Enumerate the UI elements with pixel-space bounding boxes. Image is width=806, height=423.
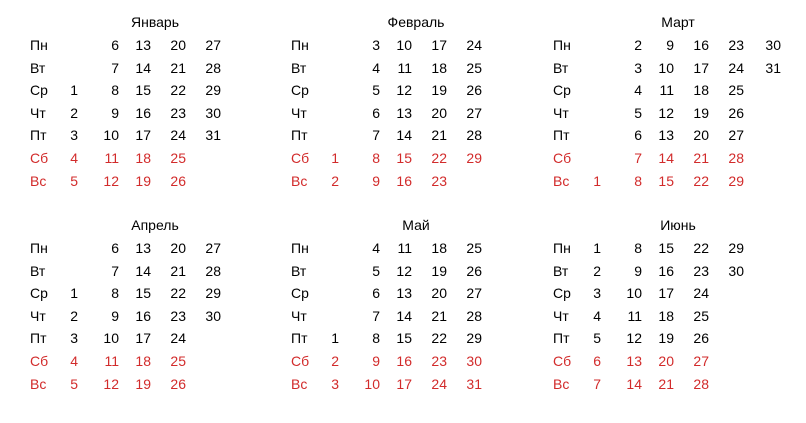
day-cell: 1 <box>331 149 339 166</box>
day-cell: 16 <box>693 37 709 53</box>
weekday-label: Ср <box>291 82 309 99</box>
day-cell: 6 <box>372 285 380 302</box>
day-cell: 5 <box>634 104 642 121</box>
day-cell: 20 <box>170 240 186 256</box>
day-cell: 18 <box>135 352 151 369</box>
month-title: Январь <box>131 14 179 30</box>
day-cell: 22 <box>693 240 709 256</box>
day-cell: 9 <box>111 307 119 324</box>
day-cell: 27 <box>205 240 221 256</box>
day-cell: 19 <box>135 375 151 392</box>
day-cell: 20 <box>431 104 447 121</box>
day-cell: 1 <box>593 172 601 189</box>
day-cell: 14 <box>626 375 642 392</box>
day-cell: 29 <box>466 330 482 347</box>
day-cell: 28 <box>466 307 482 324</box>
month-title: Март <box>661 14 695 30</box>
day-cell: 7 <box>111 59 119 76</box>
day-cell: 28 <box>728 149 744 166</box>
day-cell: 21 <box>431 307 447 324</box>
day-cell: 2 <box>593 262 601 279</box>
weekday-label: Ср <box>553 82 571 99</box>
day-cell: 10 <box>364 375 380 392</box>
day-cell: 15 <box>135 285 151 302</box>
day-cell: 14 <box>135 59 151 76</box>
weekday-label: Чт <box>30 104 46 121</box>
day-cell: 25 <box>466 240 482 256</box>
day-cell: 15 <box>396 149 412 166</box>
day-cell: 23 <box>170 307 186 324</box>
day-cell: 5 <box>70 375 78 392</box>
weekday-label: Вс <box>553 172 570 189</box>
day-cell: 5 <box>593 330 601 347</box>
weekday-label: Сб <box>553 149 572 166</box>
day-cell: 1 <box>593 240 601 256</box>
day-cell: 15 <box>396 330 412 347</box>
day-cell: 23 <box>693 262 709 279</box>
day-cell: 19 <box>658 330 674 347</box>
day-cell: 23 <box>431 172 447 189</box>
day-cell: 25 <box>466 59 482 76</box>
weekday-label: Пн <box>553 37 571 53</box>
day-cell: 25 <box>693 307 709 324</box>
day-cell: 7 <box>372 127 380 144</box>
month-title: Февраль <box>387 14 445 30</box>
day-cell: 7 <box>372 307 380 324</box>
day-cell: 18 <box>431 59 447 76</box>
day-cell: 4 <box>372 240 380 256</box>
day-cell: 13 <box>658 127 674 144</box>
weekday-label: Вт <box>30 262 46 279</box>
day-cell: 12 <box>103 172 119 189</box>
day-cell: 18 <box>693 82 709 99</box>
day-cell: 9 <box>666 37 674 53</box>
weekday-label: Сб <box>30 352 49 369</box>
weekday-label: Чт <box>553 307 569 324</box>
weekday-label: Вт <box>553 262 569 279</box>
day-cell: 24 <box>728 59 744 76</box>
day-cell: 19 <box>135 172 151 189</box>
day-cell: 2 <box>331 172 339 189</box>
weekday-label: Пн <box>30 37 48 53</box>
weekday-label: Чт <box>30 307 46 324</box>
weekday-label: Ср <box>553 285 571 302</box>
day-cell: 16 <box>396 352 412 369</box>
weekday-label: Вт <box>291 59 307 76</box>
day-cell: 30 <box>205 104 221 121</box>
day-cell: 12 <box>658 104 674 121</box>
day-cell: 20 <box>693 127 709 144</box>
day-cell: 11 <box>104 352 119 369</box>
day-cell: 25 <box>170 149 186 166</box>
day-cell: 18 <box>135 149 151 166</box>
day-cell: 16 <box>658 262 674 279</box>
day-cell: 7 <box>593 375 601 392</box>
day-cell: 13 <box>135 240 151 256</box>
day-cell: 10 <box>103 127 119 144</box>
day-cell: 23 <box>728 37 744 53</box>
weekday-label: Пт <box>30 127 47 144</box>
day-cell: 4 <box>70 352 78 369</box>
day-cell: 29 <box>728 240 744 256</box>
day-cell: 2 <box>70 307 78 324</box>
day-cell: 4 <box>70 149 78 166</box>
day-cell: 3 <box>70 127 78 144</box>
day-cell: 12 <box>396 82 412 99</box>
weekday-label: Вс <box>291 375 308 392</box>
day-cell: 31 <box>466 375 482 392</box>
day-cell: 5 <box>70 172 78 189</box>
month-title: Июнь <box>660 217 696 233</box>
day-cell: 24 <box>466 37 482 53</box>
day-cell: 31 <box>765 59 781 76</box>
day-cell: 19 <box>431 262 447 279</box>
day-cell: 30 <box>728 262 744 279</box>
day-cell: 9 <box>372 172 380 189</box>
day-cell: 13 <box>396 285 412 302</box>
day-cell: 22 <box>170 285 186 302</box>
day-cell: 17 <box>396 375 412 392</box>
day-cell: 6 <box>111 240 119 256</box>
day-cell: 18 <box>431 240 447 256</box>
day-cell: 14 <box>658 149 674 166</box>
weekday-label: Чт <box>553 104 569 121</box>
weekday-label: Пт <box>553 330 570 347</box>
day-cell: 15 <box>658 172 674 189</box>
day-cell: 24 <box>170 127 186 144</box>
day-cell: 21 <box>170 59 186 76</box>
day-cell: 1 <box>70 285 78 302</box>
weekday-label: Пт <box>30 330 47 347</box>
day-cell: 28 <box>205 262 221 279</box>
day-cell: 5 <box>372 82 380 99</box>
day-cell: 11 <box>397 59 412 76</box>
day-cell: 22 <box>693 172 709 189</box>
day-cell: 23 <box>170 104 186 121</box>
day-cell: 22 <box>431 149 447 166</box>
day-cell: 8 <box>372 330 380 347</box>
day-cell: 14 <box>135 262 151 279</box>
day-cell: 21 <box>693 149 709 166</box>
day-cell: 15 <box>135 82 151 99</box>
day-cell: 2 <box>70 104 78 121</box>
weekday-label: Сб <box>553 352 572 369</box>
day-cell: 30 <box>765 37 781 53</box>
day-cell: 11 <box>104 149 119 166</box>
weekday-label: Вс <box>553 375 570 392</box>
day-cell: 28 <box>205 59 221 76</box>
day-cell: 18 <box>658 307 674 324</box>
day-cell: 2 <box>331 352 339 369</box>
weekday-label: Вс <box>30 375 47 392</box>
day-cell: 27 <box>693 352 709 369</box>
day-cell: 8 <box>372 149 380 166</box>
day-cell: 10 <box>396 37 412 53</box>
day-cell: 8 <box>111 285 119 302</box>
day-cell: 29 <box>205 82 221 99</box>
day-cell: 13 <box>396 104 412 121</box>
day-cell: 20 <box>431 285 447 302</box>
day-cell: 11 <box>397 240 412 256</box>
day-cell: 24 <box>431 375 447 392</box>
day-cell: 17 <box>693 59 709 76</box>
day-cell: 24 <box>693 285 709 302</box>
day-cell: 26 <box>466 82 482 99</box>
day-cell: 19 <box>431 82 447 99</box>
day-cell: 1 <box>70 82 78 99</box>
day-cell: 3 <box>634 59 642 76</box>
day-cell: 26 <box>466 262 482 279</box>
day-cell: 22 <box>170 82 186 99</box>
day-cell: 3 <box>70 330 78 347</box>
day-cell: 16 <box>135 307 151 324</box>
day-cell: 20 <box>170 37 186 53</box>
day-cell: 26 <box>693 330 709 347</box>
day-cell: 6 <box>634 127 642 144</box>
weekday-label: Ср <box>30 82 48 99</box>
day-cell: 21 <box>431 127 447 144</box>
day-cell: 10 <box>626 285 642 302</box>
day-cell: 28 <box>693 375 709 392</box>
day-cell: 26 <box>170 375 186 392</box>
weekday-label: Пт <box>291 330 308 347</box>
day-cell: 4 <box>372 59 380 76</box>
day-cell: 26 <box>170 172 186 189</box>
weekday-label: Пн <box>30 240 48 256</box>
day-cell: 8 <box>634 240 642 256</box>
weekday-label: Пн <box>553 240 571 256</box>
month-title: Апрель <box>131 217 179 233</box>
day-cell: 23 <box>431 352 447 369</box>
day-cell: 13 <box>626 352 642 369</box>
day-cell: 7 <box>634 149 642 166</box>
day-cell: 5 <box>372 262 380 279</box>
day-cell: 11 <box>659 82 674 99</box>
day-cell: 29 <box>466 149 482 166</box>
day-cell: 16 <box>135 104 151 121</box>
day-cell: 13 <box>135 37 151 53</box>
day-cell: 11 <box>627 307 642 324</box>
day-cell: 25 <box>728 82 744 99</box>
day-cell: 4 <box>634 82 642 99</box>
weekday-label: Ср <box>291 285 309 302</box>
day-cell: 3 <box>593 285 601 302</box>
day-cell: 6 <box>593 352 601 369</box>
day-cell: 3 <box>331 375 339 392</box>
day-cell: 22 <box>431 330 447 347</box>
day-cell: 17 <box>135 127 151 144</box>
day-cell: 21 <box>170 262 186 279</box>
day-cell: 10 <box>658 59 674 76</box>
day-cell: 12 <box>103 375 119 392</box>
day-cell: 20 <box>658 352 674 369</box>
day-cell: 17 <box>431 37 447 53</box>
day-cell: 27 <box>466 104 482 121</box>
day-cell: 27 <box>466 285 482 302</box>
weekday-label: Пт <box>553 127 570 144</box>
weekday-label: Вт <box>553 59 569 76</box>
day-cell: 27 <box>205 37 221 53</box>
day-cell: 21 <box>658 375 674 392</box>
day-cell: 6 <box>111 37 119 53</box>
day-cell: 29 <box>205 285 221 302</box>
weekday-label: Пн <box>291 240 309 256</box>
weekday-label: Сб <box>291 352 310 369</box>
weekday-label: Сб <box>291 149 310 166</box>
day-cell: 9 <box>634 262 642 279</box>
day-cell: 17 <box>658 285 674 302</box>
weekday-label: Пт <box>291 127 308 144</box>
weekday-label: Вс <box>30 172 47 189</box>
day-cell: 14 <box>396 127 412 144</box>
day-cell: 12 <box>626 330 642 347</box>
weekday-label: Вс <box>291 172 308 189</box>
day-cell: 27 <box>728 127 744 144</box>
day-cell: 8 <box>111 82 119 99</box>
weekday-label: Сб <box>30 149 49 166</box>
day-cell: 1 <box>331 330 339 347</box>
day-cell: 15 <box>658 240 674 256</box>
day-cell: 12 <box>396 262 412 279</box>
day-cell: 17 <box>135 330 151 347</box>
day-cell: 6 <box>372 104 380 121</box>
day-cell: 16 <box>396 172 412 189</box>
weekday-label: Вт <box>30 59 46 76</box>
day-cell: 24 <box>170 330 186 347</box>
day-cell: 29 <box>728 172 744 189</box>
day-cell: 7 <box>111 262 119 279</box>
day-cell: 9 <box>372 352 380 369</box>
weekday-label: Ср <box>30 285 48 302</box>
day-cell: 2 <box>634 37 642 53</box>
day-cell: 3 <box>372 37 380 53</box>
day-cell: 30 <box>205 307 221 324</box>
day-cell: 26 <box>728 104 744 121</box>
weekday-label: Чт <box>291 104 307 121</box>
day-cell: 25 <box>170 352 186 369</box>
day-cell: 14 <box>396 307 412 324</box>
day-cell: 9 <box>111 104 119 121</box>
day-cell: 30 <box>466 352 482 369</box>
day-cell: 10 <box>103 330 119 347</box>
weekday-label: Пн <box>291 37 309 53</box>
day-cell: 8 <box>634 172 642 189</box>
day-cell: 31 <box>205 127 221 144</box>
day-cell: 19 <box>693 104 709 121</box>
day-cell: 4 <box>593 307 601 324</box>
month-title: Май <box>402 217 430 233</box>
day-cell: 28 <box>466 127 482 144</box>
weekday-label: Вт <box>291 262 307 279</box>
weekday-label: Чт <box>291 307 307 324</box>
